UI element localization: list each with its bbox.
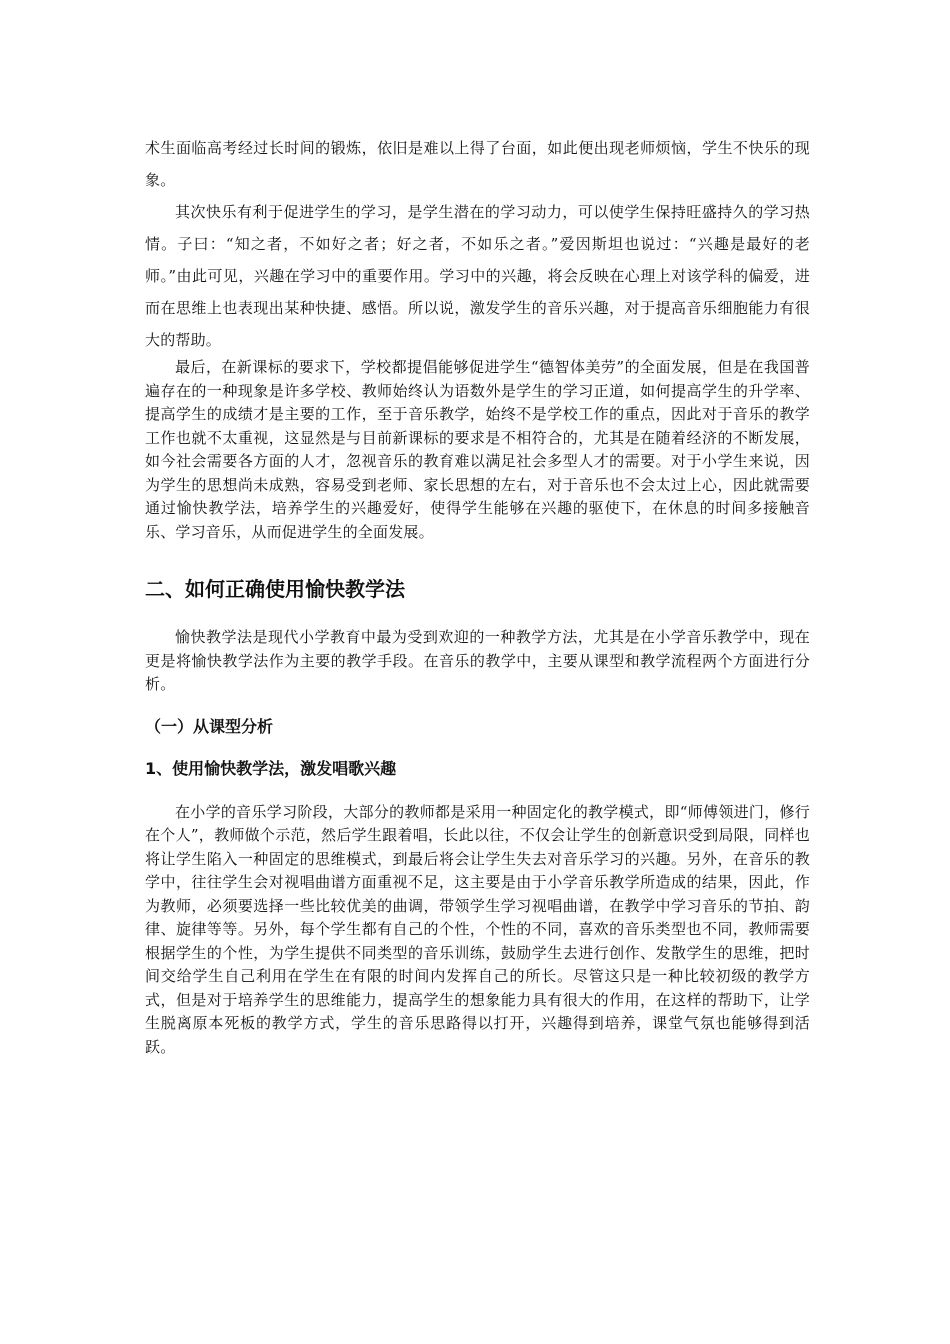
item-heading: 1、使用愉快教学法，激发唱歌兴趣 xyxy=(145,758,397,778)
paragraph-section-intro: 愉快教学法是现代小学教育中最为受到欢迎的一种教学方法，尤其是在小学音乐教学中，现在更是将愉快教学法作为主要的教学手段。在音乐的教学中，主要从课型和教学流程两个方面进行分析。 xyxy=(145,628,810,693)
paragraph-singing-interest: 在小学的音乐学习阶段，大部分的教师都是采用一种固定化的教学模式，即“师傅领进门，修行在个人”，教师做个示范，然后学生跟着唱，长此以往，不仅会让学生的创新意识受到局限，同样也将让学生陷入一种固定的思维模式，到最后将会让学生失去对音乐学习的兴趣。另外，在音乐的教学中，往往学生会对视唱曲谱方面重视不足，这主要是由于小学音乐教学所造成的结果，因此，作为教师，必须要选择一些比较优美的曲调，带领学生学习视唱曲谱，在教学中学习音乐的节拍、韵律、旋律等等。另外，每个学生都有自己的个性，个性的不同，喜欢的音乐类型也不同，教师需要根据学生的个性，为学生提供不同类型的音乐训练，鼓励学生去进行创作、发散学生的思维，把时间交给学生自己利用在学生在有限的时间内发挥自己的所长。尽管这只是一种比较初级的教学方式，但是对于培养学生的思维能力，提高学生的想象能力具有很大的作用，在这样的帮助下，让学生脱离原本死板的教学方式，学生的音乐思路得以打开，兴趣得到培养，课堂气氛也能够得到活跃。 xyxy=(145,802,810,1056)
document-body xyxy=(145,132,810,1059)
paragraph-curriculum: 最后，在新课标的要求下，学校都提倡能够促进学生“德智体美劳”的全面发展，但是在我国普遍存在的一种现象是许多学校、教师始终认为语数外是学生的学习正道，如何提高学生的升学率、提高学生的成绩才是主要的工作，至于音乐教学，始终不是学校工作的重点，因此对于音乐的教学工作也就不太重视，这显然是与目前新课标的要求是不相符合的，尤其是在随着经济的不断发展，如今社会需要各方面的人才，忽视音乐的教育难以满足社会多型人才的需要。对于小学生来说，因为学生的思想尚未成熟，容易受到老师、家长思想的左右，对于音乐也不会太过上心，因此就需要通过愉快教学法，培养学生的兴趣爱好，使得学生能够在兴趣的驱使下，在休息的时间多接触音乐、学习音乐，从而促进学生的全面发展。 xyxy=(145,358,810,541)
paragraph-interest: 其次快乐有利于促进学生的学习，是学生潜在的学习动力，可以使学生保持旺盛持久的学习热情。子曰：“知之者，不如好之者；好之者，不如乐之者。”爱因斯坦也说过：“兴趣是最好的老师。”由此可见，兴趣在学习中的重要作用。学习中的兴趣，将会反映在心理上对该学科的偏爱，进而在思维上也表现出某种快捷、感悟。所以说，激发学生的音乐兴趣，对于提高音乐细胞能力有很大的帮助。 xyxy=(145,203,810,349)
subsection-heading: （一）从课型分析 xyxy=(145,716,274,736)
paragraph-continued: 术生面临高考经过长时间的锻炼，依旧是难以上得了台面，如此便出现老师烦恼，学生不快乐的现象。 xyxy=(145,139,810,189)
section-heading: 二、如何正确使用愉快教学法 xyxy=(145,577,405,601)
